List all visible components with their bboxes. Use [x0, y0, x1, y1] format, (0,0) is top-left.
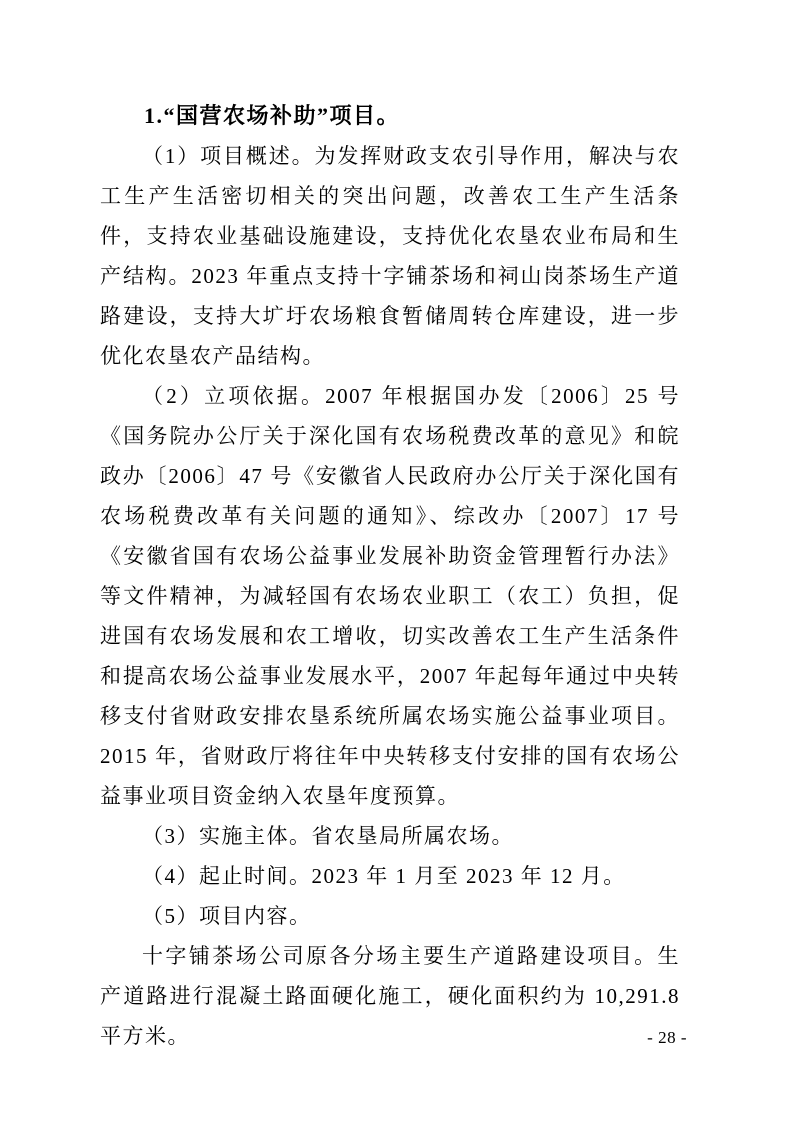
paragraph-project-basis: （2）立项依据。2007 年根据国办发〔2006〕25 号《国务院办公厅关于深化国有农场税费改革的意见》和皖政办〔2006〕47 号《安徽省人民政府办公厅关于深化国有农场税费改革有关问题的通知》、综改办〔2007〕17 号《安徽省国有农场公益事业发展补助资金管理暂行办法》等文件精神，为减轻国有农场农业职工（农工）负担，促进国有农场发展和农工增收，切实改善农工生产生活条件和提高农场公益事业发展水平，2007 年起每年通过中央转移支付省财政安排农垦系统所属农场实施公益事业项目。2015 年，省财政厅将往年中央转移支付安排的国有农场公益事业项目资金纳入农垦年度预算。 — [100, 384, 680, 808]
section-heading: 1.“国营农场补助”项目。 — [144, 103, 401, 128]
paragraph-project-content-detail: 十字铺茶场公司原各分场主要生产道路建设项目。生产道路进行混凝土路面硬化施工，硬化面积约为 10,291.8 平方米。 — [100, 944, 680, 1048]
paragraph-time-period: （4）起止时间。2023 年 1 月至 2023 年 12 月。 — [142, 864, 626, 888]
document-body — [100, 96, 680, 1056]
paragraph-project-content-label: （5）项目内容。 — [142, 904, 312, 928]
paragraph-project-overview: （1）项目概述。为发挥财政支农引导作用，解决与农工生产生活密切相关的突出问题，改善农工生产生活条件，支持农业基础设施建设，支持优化农垦农业布局和生产结构。2023 年重点支持十字铺茶场和祠山岗茶场生产道路建设，支持大圹圩农场粮食暂储周转仓库建设，进一步优化农垦农产品结构。 — [100, 144, 680, 368]
page-number: - 28 - — [647, 1028, 687, 1047]
paragraph-implementing-body: （3）实施主体。省农垦局所属农场。 — [142, 824, 514, 848]
